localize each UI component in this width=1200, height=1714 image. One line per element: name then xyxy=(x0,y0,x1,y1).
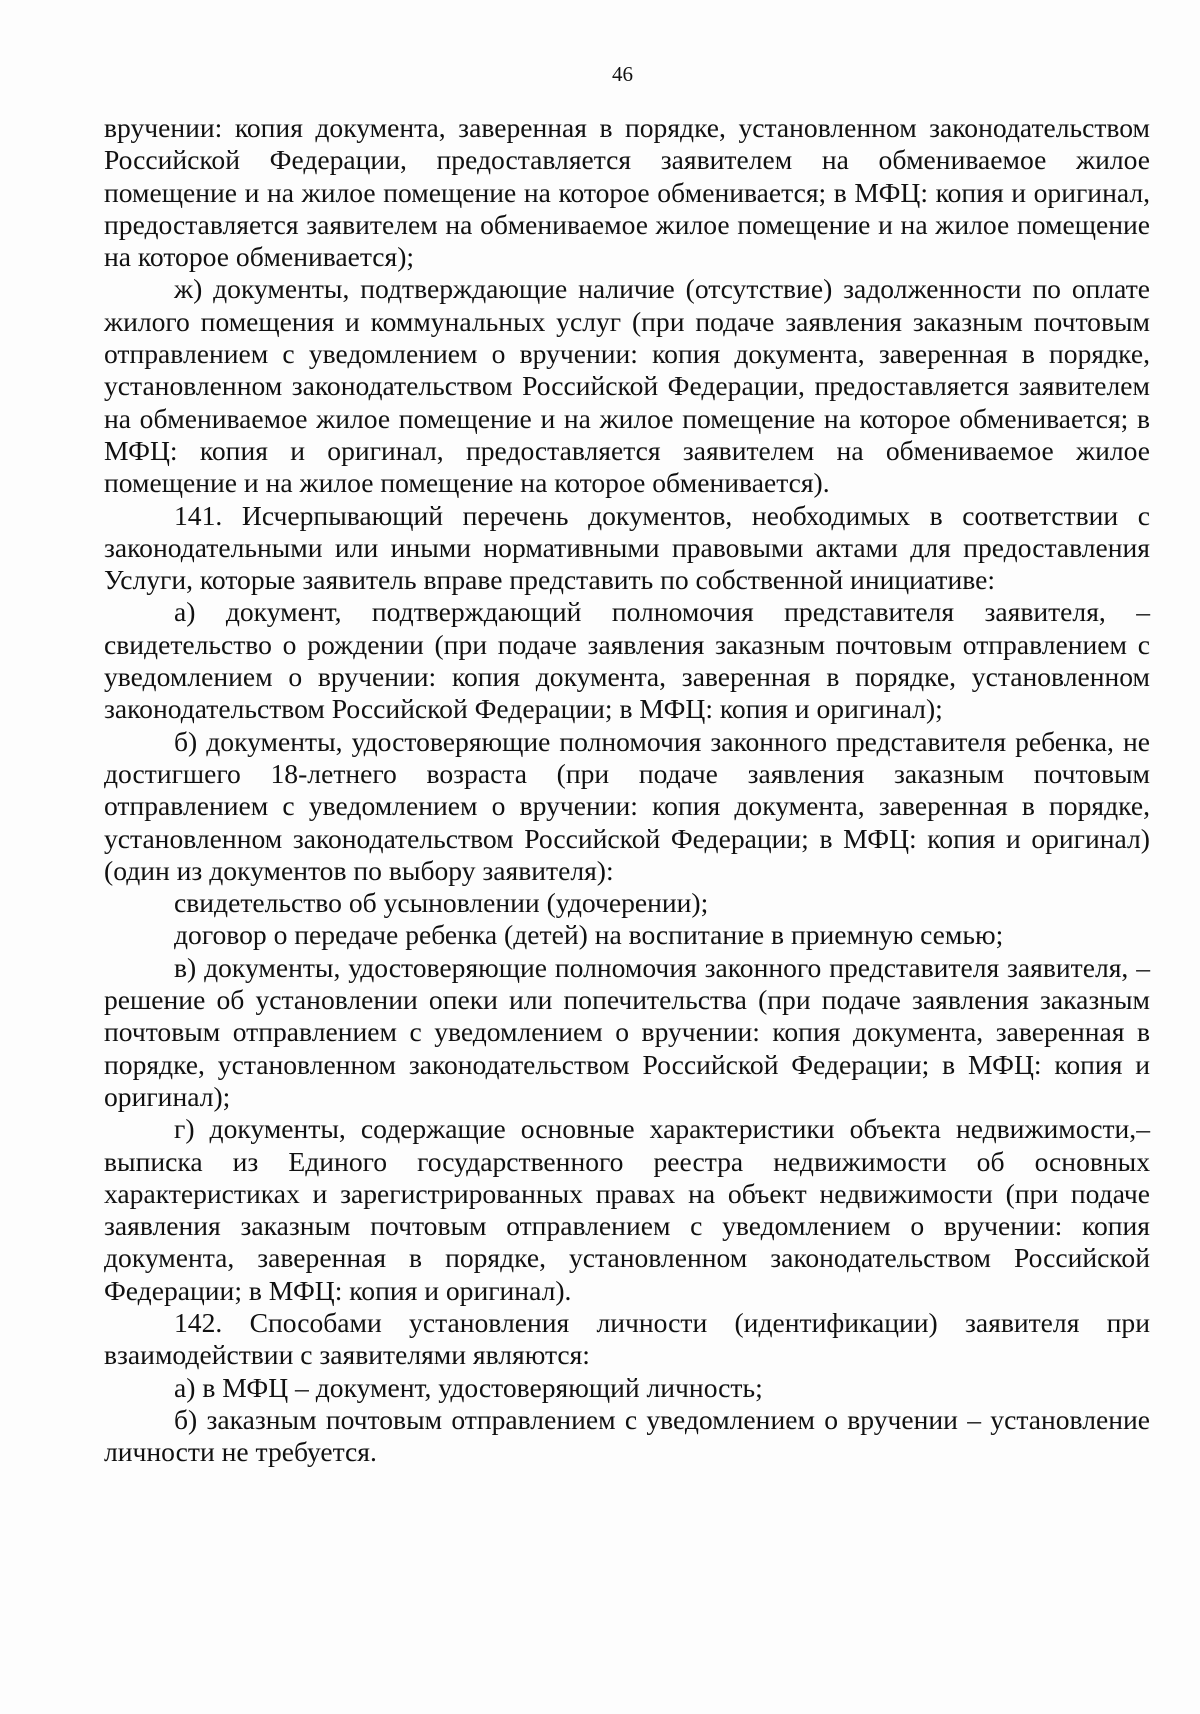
paragraph-item-g: г) документы, содержащие основные характеристики объекта недвижимости,– выписка из Единого государственного реестра недвижимости об основных характеристиках и зарегистрированных правах на объект недвижимости (при подаче заявления заказным почтовым отправлением с уведомлением о вручении: копия документа, заверенная в порядке, установленном законодательством Российской Федерации; в МФЦ: копия и оригинал). xyxy=(104,1113,1150,1306)
document-body xyxy=(104,112,1150,1468)
paragraph-142-item-b: б) заказным почтовым отправлением с уведомлением о вручении – установление личности не требуется. xyxy=(104,1403,1150,1468)
paragraph-142: 142. Способами установления личности (идентификации) заявителя при взаимодействии с заявителями являются: xyxy=(104,1306,1150,1371)
paragraph-item-a: а) документ, подтверждающий полномочия представителя заявителя, – свидетельство о рождении (при подаче заявления заказным почтовым отправлением с уведомлением о вручении: копия документа, заверенная в порядке, установленном законодательством Российской Федерации; в МФЦ: копия и оригинал); xyxy=(104,596,1150,725)
paragraph-continuation: вручении: копия документа, заверенная в порядке, установленном законодательством Российской Федерации, предоставляется заявителем на обмениваемое жилое помещение и на жилое помещение на которое обменивается; в МФЦ: копия и оригинал, предоставляется заявителем на обмениваемое жилое помещение и на жилое помещение на которое обменивается); xyxy=(104,112,1150,273)
paragraph-foster-agreement: договор о передаче ребенка (детей) на воспитание в приемную семью; xyxy=(174,919,1004,951)
paragraph-adoption-certificate: свидетельство об усыновлении (удочерении); xyxy=(174,887,709,919)
paragraph-item-v: в) документы, удостоверяющие полномочия законного представителя заявителя, – решение об установлении опеки или попечительства (при подаче заявления заказным почтовым отправлением с уведомлением о вручении: копия документа, заверенная в порядке, установленном законодательством Российской Федерации; в МФЦ: копия и оригинал); xyxy=(104,951,1150,1112)
paragraph-142-item-a: а) в МФЦ – документ, удостоверяющий личность; xyxy=(174,1371,763,1403)
paragraph-item-zh: ж) документы, подтверждающие наличие (отсутствие) задолженности по оплате жилого помещения и коммунальных услуг (при подаче заявления заказным почтовым отправлением с уведомлением о вручении: копия документа, заверенная в порядке, установленном законодательством Российской Федерации, предоставляется заявителем на обмениваемое жилое помещение и на жилое помещение на которое обменивается; в МФЦ: копия и оригинал, предоставляется заявителем на обмениваемое жилое помещение и на жилое помещение на которое обменивается). xyxy=(104,273,1150,499)
paragraph-item-b: б) документы, удостоверяющие полномочия законного представителя ребенка, не достигшего 18-летнего возраста (при подаче заявления заказным почтовым отправлением с уведомлением о вручении: копия документа, заверенная в порядке, установленном законодательством Российской Федерации; в МФЦ: копия и оригинал) (один из документов по выбору заявителя): xyxy=(104,725,1150,886)
paragraph-141: 141. Исчерпывающий перечень документов, необходимых в соответствии с законодательными или иными нормативными правовыми актами для предоставления Услуги, которые заявитель вправе представить по собственной инициативе: xyxy=(104,499,1150,596)
page-number: 46 xyxy=(612,62,633,86)
